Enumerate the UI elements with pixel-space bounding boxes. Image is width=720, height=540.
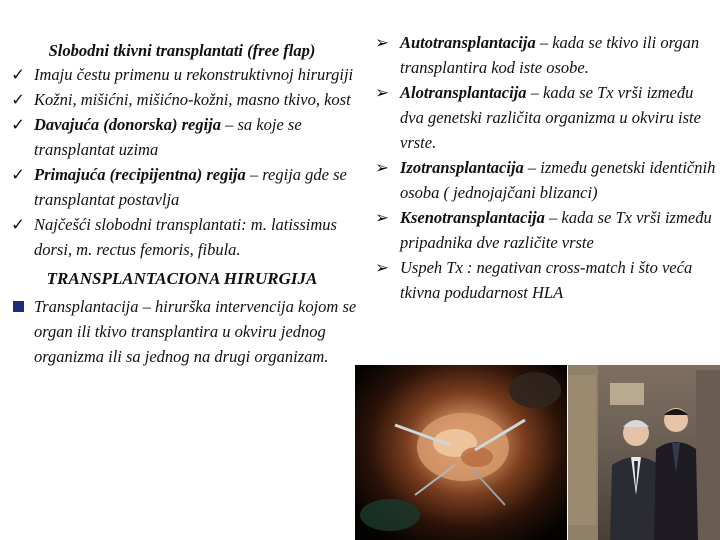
list-item: ✓ Imaju čestu primenu u rekonstruktivnoj hirurgiji [6,62,358,87]
list-item: ✓ Davajuća (donorska) regija – sa koje se transplantat uzima [6,112,358,162]
list-item: ➢ Autotransplantacija – kada se tkivo ili organ transplantira kod iste osobe. [370,30,720,80]
term-label: Davajuća (donorska) regija [34,115,221,134]
people-photo [568,365,720,540]
transplantation-heading: TRANSPLANTACIONA HIRURGIJA [46,269,318,288]
term-label: Ksenotransplantacija [400,208,545,227]
term-label: Primajuća (recipijentna) regija [34,165,246,184]
list-item: ✓ Najčešći slobodni transplantati: m. latissimus dorsi, m. rectus femoris, fibula. [6,212,358,262]
square-bullet-icon [6,294,30,319]
list-item: ➢ Alotransplantacija – kada se Tx vrši između dva genetski različita organizma u okviru iste vrste. [370,80,720,155]
arrowhead-icon: ➢ [375,83,389,102]
term-label: Izotransplantacija [400,158,524,177]
term-label: Alotransplantacija [400,83,527,102]
arrowhead-icon: ➢ [375,158,389,177]
list-item: ➢ Ksenotransplantacija – kada se Tx vrši između pripadnika dve različite vrste [370,205,720,255]
people-illustration [568,365,720,540]
checkmark-icon: ✓ [11,165,25,184]
list-item: ➢ Uspeh Tx : negativan cross-match i što veća tkivna podudarnost HLA [370,255,720,305]
term-label: Autotransplantacija [400,33,536,52]
surgery-illustration [355,365,567,540]
checkmark-icon: ✓ [11,65,25,84]
checkmark-icon: ✓ [11,215,25,234]
list-item: ✓ Primajuća (recipijentna) regija – regija gde se transplantat postavlja [6,162,358,212]
checkmark-icon: ✓ [11,115,25,134]
list-item: ➢ Izotransplantacija – između genetski identičnih osoba ( jednojajčani blizanci) [370,155,720,205]
list-item: ✓ Kožni, mišićni, mišićno-kožni, masno tkivo, kost [6,87,358,112]
arrowhead-icon: ➢ [375,33,389,52]
surgery-photo [355,365,567,540]
arrowhead-icon: ➢ [375,258,389,277]
checkmark-icon: ✓ [11,90,25,109]
arrowhead-icon: ➢ [375,208,389,227]
right-column [370,30,720,305]
free-flap-heading: Slobodni tkivni transplantati (free flap) [48,41,316,60]
left-column [6,40,358,369]
list-item: Transplantacija – hirurška intervencija kojom se organ ili tkivo transplantira u okviru jednog organizma ili sa jednog na drugi organizam. [6,294,358,369]
